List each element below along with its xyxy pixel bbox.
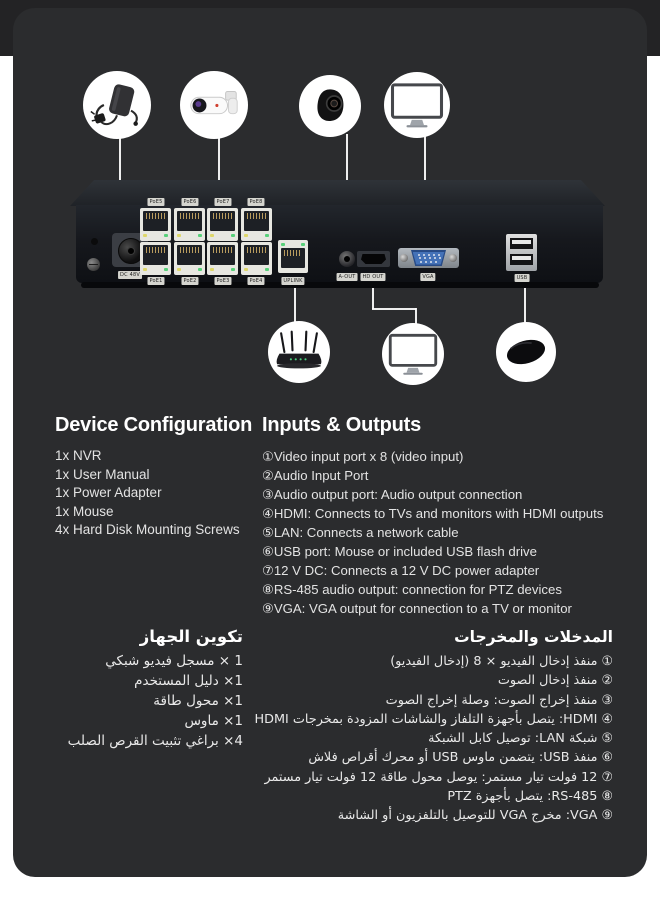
io-item: ③Audio output port: Audio output connection: [262, 487, 523, 502]
io-item: ⑥USB port: Mouse or included USB flash drive: [262, 544, 537, 559]
port-label-poe3: PoE3: [216, 278, 230, 284]
port-label-dc: DC 48V: [120, 272, 140, 278]
config-item-ar: 1× محول طاقة: [153, 693, 243, 709]
vga-port: [411, 250, 446, 266]
config-item: 1x User Manual: [55, 466, 150, 482]
inputs-outputs-list: [262, 447, 603, 618]
poe-port-7: [207, 208, 238, 241]
device-configuration-list: [55, 447, 240, 540]
port-label-poe1: PoE1: [149, 278, 163, 284]
io-item: ⑧RS-485 audio output: connection for PTZ devices: [262, 582, 562, 597]
io-item-ar: ⑧ RS-485: يتصل بأجهزة PTZ: [447, 789, 613, 805]
port-label-poe2: PoE2: [183, 278, 197, 284]
io-item-ar: ⑤ شبكة LAN: توصيل كابل الشبكة: [428, 731, 613, 747]
inputs-outputs-heading-arabic: المدخلات والمخرجات: [454, 628, 613, 646]
io-item-ar: ② منفذ إدخال الصوت: [497, 673, 613, 689]
device-configuration-heading-arabic: تكوين الجهاز: [139, 627, 243, 646]
config-item: 4x Hard Disk Mounting Screws: [55, 522, 240, 537]
vga-screw-left: [400, 254, 408, 262]
usb-ports: [506, 234, 537, 271]
callout-line-hdmi-h: [372, 308, 416, 310]
mouse-icon: [496, 322, 556, 382]
port-label-poe8: PoE8: [249, 199, 263, 205]
port-label-hdmi: HD OUT: [362, 274, 384, 280]
poe-port-1: [140, 242, 171, 275]
poe-port-2: [174, 242, 205, 275]
inputs-outputs-heading: Inputs & Outputs: [262, 414, 421, 436]
reset-hole: [91, 238, 98, 245]
io-item-ar: ⑥ منفذ USB: يتضمن ماوس USB أو محرك أقراص فلاش: [308, 750, 613, 766]
router-icon: [268, 321, 330, 383]
io-item-ar: ① منفذ إدخال الفيديو × 8 (إدخال الفيديو): [390, 654, 613, 669]
port-label-aout: A-OUT: [338, 274, 356, 280]
config-item-ar: 1× دليل المستخدم: [134, 673, 243, 689]
config-item-ar: 4× براغي تثبيت القرص الصلب: [67, 733, 243, 749]
io-item-ar: ⑨ VGA: مخرج VGA للتوصيل بالتلفزيون أو الشاشة: [337, 808, 613, 824]
device-configuration-heading: Device Configuration: [55, 414, 253, 436]
io-item: ⑦12 V DC: Connects a 12 V DC power adapter: [262, 563, 540, 578]
monitor2-icon: [382, 323, 444, 385]
uplink-port: [278, 240, 308, 273]
port-label-poe7: PoE7: [216, 199, 230, 205]
config-item: 1x Mouse: [55, 503, 114, 519]
io-item: ⑨VGA: VGA output for connection to a TV or monitor: [262, 601, 572, 616]
port-label-usb: USB: [516, 275, 528, 281]
port-label-poe5: PoE5: [149, 199, 163, 205]
poe-port-3: [207, 242, 238, 275]
ground-screw: [87, 258, 100, 271]
io-item-ar: ⑦ 12 فولت تيار مستمر: يوصل محول طاقة 12 فولت تيار مستمر: [264, 769, 613, 785]
speaker-icon: [299, 75, 361, 137]
port-label-poe4: PoE4: [249, 278, 263, 284]
audio-out-jack: [339, 251, 355, 267]
poe-port-5: [140, 208, 171, 241]
power-adapter-icon: [83, 71, 151, 139]
io-item: ⑤LAN: Connects a network cable: [262, 525, 459, 540]
poe-port-8: [241, 208, 272, 241]
port-label-uplink: UPLINK: [283, 278, 303, 284]
config-item: 1x Power Adapter: [55, 485, 162, 500]
io-item: ①Video input port x 8 (video input): [262, 449, 464, 464]
io-item: ②Audio Input Port: [262, 468, 369, 483]
config-item-ar: 1× ماوس: [184, 713, 243, 729]
vga-screw-right: [449, 254, 457, 262]
poe-port-6: [174, 208, 205, 241]
inputs-outputs-list-arabic: [40, 626, 613, 826]
camera-icon: [180, 71, 248, 139]
dc-jack-pin: [127, 247, 135, 255]
io-item-ar: ③ منفذ إخراج الصوت: وصلة إخراج الصوت: [385, 692, 613, 708]
monitor-icon: [384, 72, 450, 138]
port-label-poe6: PoE6: [183, 199, 197, 205]
port-label-vga: VGA: [422, 274, 434, 280]
config-item: 1x NVR: [55, 448, 102, 463]
io-item: ④HDMI: Connects to TVs and monitors with HDMI outputs: [262, 506, 604, 521]
config-item-ar: 1 × مسجل فيديو شبكي: [105, 653, 243, 669]
io-item-ar: ④ HDMI: يتصل بأجهزة التلفاز والشاشات المزودة بمخرجات HDMI: [254, 711, 613, 727]
poe-port-4: [241, 242, 272, 275]
hdmi-port: [357, 251, 390, 267]
